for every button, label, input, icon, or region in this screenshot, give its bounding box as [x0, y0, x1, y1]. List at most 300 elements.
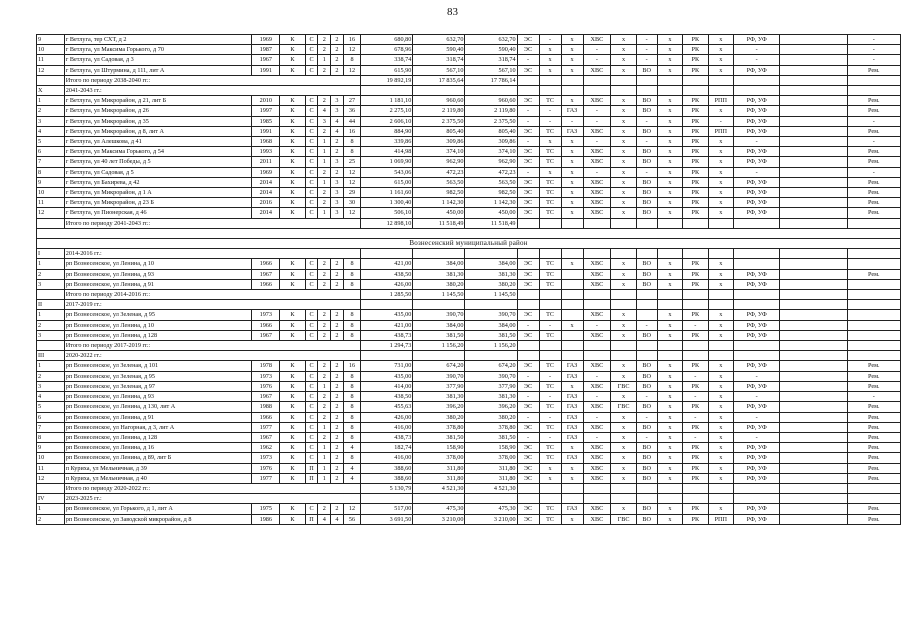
- table-cell: ХВС: [583, 188, 611, 198]
- table-cell: 438,50: [361, 269, 413, 279]
- table-cell: 1973: [252, 371, 280, 381]
- table-cell: 2014: [252, 177, 280, 187]
- table-cell: х: [657, 392, 682, 402]
- table-cell: х: [611, 96, 636, 106]
- table-cell: рп Вознесенское, ул Ленина, д 130, лит А: [64, 402, 252, 412]
- table-cell: -: [734, 432, 780, 442]
- table-cell: 2: [318, 45, 331, 55]
- table-cell: х: [708, 65, 733, 75]
- table-cell: х: [657, 137, 682, 147]
- table-cell: х: [539, 167, 561, 177]
- table-row: [37, 35, 901, 45]
- table-cell: 8: [343, 310, 360, 320]
- total-area-living: 17 835,64: [413, 75, 465, 85]
- table-cell: ВО: [636, 381, 657, 391]
- table-cell: г Ветлуга, тер СХТ, д 2: [64, 35, 252, 45]
- table-cell: х: [611, 269, 636, 279]
- table-cell: х: [708, 45, 733, 55]
- table-cell: 8: [343, 412, 360, 422]
- table-cell: х: [708, 208, 733, 218]
- table-cell: х: [708, 463, 733, 473]
- table-cell: Рем.: [847, 402, 900, 412]
- table-cell: 30: [343, 198, 360, 208]
- table-cell: Рем.: [847, 361, 900, 371]
- table-cell: 472,23: [465, 167, 517, 177]
- table-cell: 374,10: [413, 147, 465, 157]
- period-row: [37, 351, 901, 361]
- table-cell: -: [683, 412, 708, 422]
- table-cell: -: [517, 55, 539, 65]
- table-cell: 962,90: [465, 157, 517, 167]
- table-cell: 378,00: [413, 453, 465, 463]
- table-cell: ТС: [539, 188, 561, 198]
- table-cell: ВО: [636, 402, 657, 412]
- table-cell: С: [305, 35, 318, 45]
- table-cell: РФ, УФ: [734, 157, 780, 167]
- table-cell: х: [657, 259, 682, 269]
- table-cell: -: [583, 137, 611, 147]
- table-cell: 421,00: [361, 259, 413, 269]
- table-cell: ГАЗ: [561, 106, 583, 116]
- total-row: [37, 290, 901, 300]
- table-cell: 2 375,50: [413, 116, 465, 126]
- table-cell: РПП: [708, 514, 733, 524]
- table-row: [37, 412, 901, 422]
- table-cell: 543,06: [361, 167, 413, 177]
- table-cell: ТС: [539, 504, 561, 514]
- table-cell: ВО: [636, 157, 657, 167]
- table-cell: ВО: [636, 279, 657, 289]
- table-cell: [561, 310, 583, 320]
- table-cell: 2: [331, 453, 344, 463]
- table-cell: С: [305, 157, 318, 167]
- total-area-living: 1 145,50: [413, 290, 465, 300]
- table-cell: [780, 259, 847, 269]
- table-cell: 475,30: [413, 504, 465, 514]
- table-cell: х: [708, 381, 733, 391]
- table-cell: х: [708, 188, 733, 198]
- table-cell: РФ, УФ: [734, 453, 780, 463]
- table-cell: х: [708, 106, 733, 116]
- table-row: [37, 279, 901, 289]
- table-cell: 1977: [252, 473, 280, 483]
- table-cell: 12: [343, 65, 360, 75]
- table-cell: 4: [37, 126, 65, 136]
- table-cell: рп Вознесенское, ул Зеленая, д 101: [64, 361, 252, 371]
- table-cell: [847, 310, 900, 320]
- table-cell: 1967: [252, 432, 280, 442]
- table-cell: х: [708, 330, 733, 340]
- table-cell: -: [583, 392, 611, 402]
- table-cell: 438,50: [361, 392, 413, 402]
- table-cell: х: [708, 371, 733, 381]
- table-cell: 12: [37, 473, 65, 483]
- table-cell: 1 300,40: [361, 198, 413, 208]
- table-cell: ХВС: [583, 473, 611, 483]
- table-cell: х: [611, 330, 636, 340]
- table-cell: РФ, УФ: [734, 106, 780, 116]
- table-cell: 615,00: [361, 177, 413, 187]
- table-cell: х: [657, 320, 682, 330]
- table-cell: -: [847, 392, 900, 402]
- table-cell: х: [561, 208, 583, 218]
- table-cell: х: [657, 279, 682, 289]
- table-cell: х: [611, 126, 636, 136]
- table-row: [37, 167, 901, 177]
- blank-row: [37, 228, 901, 238]
- table-cell: ХВС: [583, 126, 611, 136]
- table-cell: ЭС: [517, 65, 539, 75]
- table-cell: 563,50: [413, 177, 465, 187]
- table-cell: 384,00: [465, 320, 517, 330]
- table-cell: [780, 279, 847, 289]
- table-cell: 678,96: [361, 45, 413, 55]
- table-cell: 2: [331, 473, 344, 483]
- table-cell: -: [734, 167, 780, 177]
- table-cell: 567,10: [413, 65, 465, 75]
- table-cell: х: [657, 65, 682, 75]
- table-cell: х: [657, 381, 682, 391]
- table-cell: х: [561, 65, 583, 75]
- table-cell: 309,86: [465, 137, 517, 147]
- table-row: [37, 504, 901, 514]
- table-cell: г Ветлуга, ул Алешкова, д 41: [64, 137, 252, 147]
- table-cell: рп Вознесенское, ул Ленина, д 91: [64, 412, 252, 422]
- table-cell: 377,90: [413, 381, 465, 391]
- table-cell: Рем.: [847, 157, 900, 167]
- table-cell: х: [611, 259, 636, 269]
- table-cell: ХВС: [583, 443, 611, 453]
- table-cell: 4: [331, 116, 344, 126]
- table-cell: ХВС: [583, 269, 611, 279]
- table-cell: РК: [683, 361, 708, 371]
- table-cell: х: [657, 188, 682, 198]
- table-cell: 8: [343, 279, 360, 289]
- period-label: 2017-2019 гг.:: [64, 300, 360, 310]
- table-cell: -: [539, 320, 561, 330]
- table-cell: рп Вознесенское, ул Ленина, д 93: [64, 392, 252, 402]
- table-row: [37, 392, 901, 402]
- table-cell: 438,73: [361, 432, 413, 442]
- table-cell: 982,50: [413, 188, 465, 198]
- table-cell: ЭС: [517, 381, 539, 391]
- table-cell: х: [708, 198, 733, 208]
- table-cell: 2: [331, 371, 344, 381]
- table-cell: 3: [37, 330, 65, 340]
- table-cell: 1988: [252, 402, 280, 412]
- table-cell: РК: [683, 198, 708, 208]
- table-cell: п Куриха, ул Мельничная, д 40: [64, 473, 252, 483]
- table-cell: х: [611, 188, 636, 198]
- table-cell: 1 181,10: [361, 96, 413, 106]
- table-cell: х: [611, 35, 636, 45]
- total-area-living: 11 518,49: [413, 218, 465, 228]
- table-cell: [780, 55, 847, 65]
- table-cell: 506,10: [361, 208, 413, 218]
- table-cell: 1: [37, 361, 65, 371]
- table-cell: Рем.: [847, 126, 900, 136]
- table-cell: РК: [683, 126, 708, 136]
- table-cell: 455,63: [361, 402, 413, 412]
- table-cell: П: [305, 514, 318, 524]
- table-cell: х: [708, 504, 733, 514]
- table-cell: 475,30: [465, 504, 517, 514]
- table-cell: 1978: [252, 361, 280, 371]
- table-cell: РПП: [708, 96, 733, 106]
- table-cell: РФ, УФ: [734, 279, 780, 289]
- table-cell: 1 161,60: [361, 188, 413, 198]
- period-label: 2023-2025 гг.:: [64, 494, 360, 504]
- table-cell: Рем.: [847, 269, 900, 279]
- table-cell: 1967: [252, 330, 280, 340]
- table-cell: К: [280, 432, 305, 442]
- table-cell: п Куриха, ул Мельничная, д 39: [64, 463, 252, 473]
- table-cell: 2: [318, 504, 331, 514]
- table-cell: х: [657, 443, 682, 453]
- table-cell: С: [305, 392, 318, 402]
- table-cell: 3: [331, 96, 344, 106]
- table-cell: [561, 279, 583, 289]
- table-cell: К: [280, 188, 305, 198]
- table-cell: 384,00: [413, 320, 465, 330]
- table-cell: х: [708, 157, 733, 167]
- table-cell: -: [734, 137, 780, 147]
- table-cell: ВО: [636, 198, 657, 208]
- table-cell: 2: [331, 279, 344, 289]
- table-cell: 1997: [252, 106, 280, 116]
- table-cell: [780, 412, 847, 422]
- table-cell: 381,50: [413, 432, 465, 442]
- table-cell: С: [305, 96, 318, 106]
- table-cell: 36: [343, 106, 360, 116]
- table-row: [37, 116, 901, 126]
- table-cell: 1: [37, 96, 65, 106]
- table-cell: ГВС: [611, 381, 636, 391]
- table-cell: х: [657, 514, 682, 524]
- table-cell: 2: [318, 310, 331, 320]
- table-cell: РФ, УФ: [734, 116, 780, 126]
- table-cell: ТС: [539, 147, 561, 157]
- table-cell: ХВС: [583, 147, 611, 157]
- table-cell: 3: [331, 208, 344, 218]
- table-cell: 960,60: [413, 96, 465, 106]
- period-numeral: III: [37, 351, 65, 361]
- table-cell: С: [305, 188, 318, 198]
- table-cell: ВО: [636, 504, 657, 514]
- table-cell: х: [611, 167, 636, 177]
- table-cell: 414,98: [361, 147, 413, 157]
- table-cell: г Ветлуга, ул Микрорайон, д 35: [64, 116, 252, 126]
- table-cell: х: [561, 443, 583, 453]
- table-cell: [636, 310, 657, 320]
- table-cell: 982,50: [465, 188, 517, 198]
- table-cell: 381,30: [413, 392, 465, 402]
- table-cell: К: [280, 381, 305, 391]
- table-cell: ТС: [539, 126, 561, 136]
- table-cell: ТС: [539, 453, 561, 463]
- table-cell: х: [611, 45, 636, 55]
- table-cell: х: [561, 177, 583, 187]
- table-cell: х: [657, 106, 682, 116]
- table-cell: 2: [331, 167, 344, 177]
- table-cell: г Ветлуга, ул Микрорайон, д 8, лит А: [64, 126, 252, 136]
- table-cell: РФ, УФ: [734, 96, 780, 106]
- table-row: [37, 208, 901, 218]
- table-cell: ВО: [636, 463, 657, 473]
- table-cell: 12: [343, 167, 360, 177]
- table-cell: [780, 514, 847, 524]
- table-cell: х: [561, 45, 583, 55]
- table-cell: рп Вознесенское, ул Ленина, д 16: [64, 443, 252, 453]
- table-cell: С: [305, 198, 318, 208]
- total-area: 1 285,50: [361, 290, 413, 300]
- table-cell: [780, 198, 847, 208]
- total-area: 5 130,79: [361, 483, 413, 493]
- total-area-residential: 1 145,50: [465, 290, 517, 300]
- table-row: [37, 330, 901, 340]
- table-cell: ВО: [636, 443, 657, 453]
- table-cell: х: [708, 177, 733, 187]
- table-cell: 1991: [252, 65, 280, 75]
- table-cell: РК: [683, 167, 708, 177]
- table-cell: 3: [318, 116, 331, 126]
- table-cell: рп Вознесенское, ул Ленина, д 10: [64, 320, 252, 330]
- table-row: [37, 126, 901, 136]
- table-cell: 4: [343, 473, 360, 483]
- table-cell: -: [636, 432, 657, 442]
- table-cell: -: [636, 320, 657, 330]
- table-row: [37, 188, 901, 198]
- table-cell: 1969: [252, 35, 280, 45]
- table-cell: х: [708, 453, 733, 463]
- blank-row: [37, 228, 901, 238]
- table-cell: К: [280, 126, 305, 136]
- table-cell: 450,00: [465, 208, 517, 218]
- table-cell: РК: [683, 443, 708, 453]
- table-row: [37, 157, 901, 167]
- table-cell: 11: [37, 198, 65, 208]
- table-cell: х: [611, 504, 636, 514]
- table-cell: х: [561, 381, 583, 391]
- table-cell: 2: [331, 381, 344, 391]
- table-cell: 414,00: [361, 381, 413, 391]
- table-cell: г Ветлуга, ул Максима Горького, д 70: [64, 45, 252, 55]
- table-cell: 421,00: [361, 320, 413, 330]
- table-cell: -: [583, 320, 611, 330]
- housing-register-table: [36, 34, 901, 525]
- table-cell: [780, 65, 847, 75]
- table-cell: 1987: [252, 45, 280, 55]
- table-cell: Рем.: [847, 381, 900, 391]
- table-cell: РФ, УФ: [734, 443, 780, 453]
- table-cell: -: [636, 137, 657, 147]
- table-cell: 8: [343, 147, 360, 157]
- table-cell: С: [305, 310, 318, 320]
- table-cell: 435,00: [361, 371, 413, 381]
- table-cell: 2: [318, 126, 331, 136]
- table-cell: х: [657, 177, 682, 187]
- table-cell: 390,70: [413, 371, 465, 381]
- table-cell: С: [305, 504, 318, 514]
- table-cell: П: [305, 463, 318, 473]
- table-cell: х: [708, 269, 733, 279]
- table-row: [37, 198, 901, 208]
- table-cell: 1967: [252, 55, 280, 65]
- table-cell: С: [305, 371, 318, 381]
- table-cell: -: [517, 432, 539, 442]
- table-cell: 1973: [252, 453, 280, 463]
- table-cell: 2016: [252, 198, 280, 208]
- table-cell: РФ, УФ: [734, 361, 780, 371]
- table-cell: х: [657, 198, 682, 208]
- table-cell: ЭС: [517, 96, 539, 106]
- table-cell: С: [305, 167, 318, 177]
- table-cell: С: [305, 137, 318, 147]
- table-cell: [780, 126, 847, 136]
- table-cell: 4: [318, 106, 331, 116]
- table-cell: 2: [37, 320, 65, 330]
- table-cell: 2: [37, 106, 65, 116]
- table-cell: ВО: [636, 453, 657, 463]
- table-cell: х: [657, 55, 682, 65]
- table-cell: 309,86: [413, 137, 465, 147]
- table-cell: К: [280, 463, 305, 473]
- table-cell: 11: [37, 463, 65, 473]
- table-row: [37, 147, 901, 157]
- table-cell: [780, 310, 847, 320]
- table-cell: -: [734, 392, 780, 402]
- table-cell: К: [280, 412, 305, 422]
- table-cell: С: [305, 412, 318, 422]
- table-cell: х: [657, 167, 682, 177]
- table-cell: ЭС: [517, 330, 539, 340]
- table-cell: х: [657, 147, 682, 157]
- table-cell: ЭС: [517, 463, 539, 473]
- table-cell: 10: [37, 188, 65, 198]
- table-cell: 10: [37, 453, 65, 463]
- table-cell: рп Вознесенское, ул Ленина, д 91: [64, 279, 252, 289]
- table-cell: 2: [331, 422, 344, 432]
- table-cell: РФ, УФ: [734, 381, 780, 391]
- table-cell: 380,20: [465, 279, 517, 289]
- table-cell: х: [611, 443, 636, 453]
- table-cell: К: [280, 208, 305, 218]
- period-total-label: Итого по периоду 2041-2043 гг.:: [64, 218, 360, 228]
- table-cell: рп Вознесенское, ул Ленина, д 93: [64, 269, 252, 279]
- table-cell: 1: [318, 381, 331, 391]
- table-cell: 435,00: [361, 310, 413, 320]
- table-cell: ГАЗ: [561, 504, 583, 514]
- table-cell: -: [539, 432, 561, 442]
- table-cell: ВО: [636, 96, 657, 106]
- table-cell: [780, 371, 847, 381]
- table-cell: 16: [343, 361, 360, 371]
- table-cell: РК: [683, 96, 708, 106]
- table-cell: х: [708, 432, 733, 442]
- table-cell: ВО: [636, 422, 657, 432]
- table-cell: 1975: [252, 504, 280, 514]
- table-cell: ТС: [539, 96, 561, 106]
- table-cell: г Ветлуга, ул Садовая, д 3: [64, 55, 252, 65]
- table-cell: х: [561, 463, 583, 473]
- total-area-residential: 4 521,30: [465, 483, 517, 493]
- table-cell: х: [657, 504, 682, 514]
- table-cell: х: [611, 177, 636, 187]
- table-cell: 960,60: [465, 96, 517, 106]
- table-cell: 12: [343, 504, 360, 514]
- table-cell: х: [708, 35, 733, 45]
- table-cell: 12: [343, 177, 360, 187]
